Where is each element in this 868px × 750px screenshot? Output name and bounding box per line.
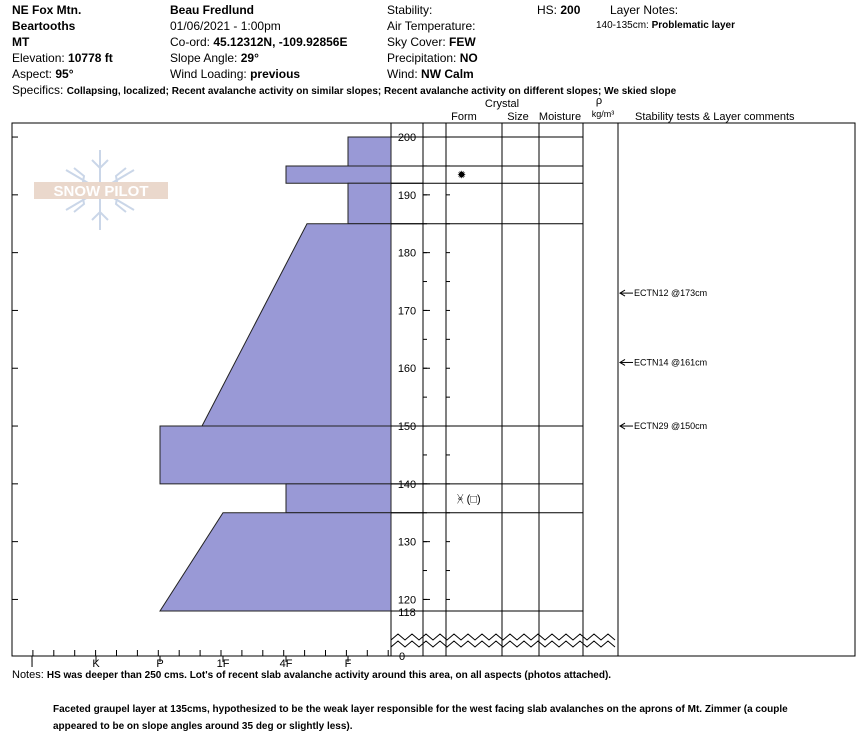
table-frame [391,123,855,656]
hardness-bars [160,137,391,611]
stability-test-label-1: ECTN14 @161cm [634,357,708,368]
hardness-bar-4 [160,426,391,484]
wind-value: NW Calm [421,67,474,81]
crystal-forms [457,170,481,506]
notes-para2-line2: appeared to be on slope angles around 35 deg or slightly less). [53,721,353,732]
state: MT [12,35,30,49]
header-comments: Stability tests & Layer comments [635,111,795,123]
hardness-label-I: I [30,658,34,670]
wind-loading-label: Wind Loading: [170,67,247,81]
crystal-form-symbol-0: ✹ [457,169,467,182]
specifics-text: Collapsing, localized; Recent avalanche activity on similar slopes; Recent avalanche activity on different slopes; We skied slope [66,86,677,97]
layer-note-range: 140-135cm: [596,20,649,31]
wind-label: Wind: [387,67,418,81]
wind-loading-value: previous [250,67,301,81]
aspect-label: Aspect: [12,67,53,81]
elevation-value: 10778 ft [68,51,113,65]
stability-label: Stability: [387,3,433,17]
depth-label-140: 140 [397,478,417,491]
ground-depth-label: 118 [398,607,416,619]
hardness-bar-5 [286,484,391,513]
hardness-label-P: P [156,658,164,670]
stability-test-label-0: ECTN12 @173cm [634,288,708,299]
layer-boundary-lines [391,137,583,611]
hardness-bar-6 [160,513,391,611]
depth-label-130: 130 [397,536,417,549]
scale-break-lower [391,641,615,647]
notes-para2-line1: Faceted graupel layer at 135cms, hypothesized to be the weak layer responsible for the west facing slab avalanches on the aprons of Mt. Zimmer (a couple [53,704,788,715]
header-moisture: Moisture [538,111,582,123]
header-density-unit: kg/m³ [591,109,615,119]
air-temp-label: Air Temperature: [387,19,476,33]
precip-value: NO [459,51,478,65]
observer-name: Beau Fredlund [170,3,255,17]
header-crystal: Crystal [484,98,520,110]
depth-zero-label: 0 [398,651,406,663]
elevation-label: Elevation: [12,51,65,65]
hardness-label-1F: 1F [216,658,230,670]
stability-test-label-2: ECTN29 @150cm [634,421,708,432]
hardness-axis [12,650,388,670]
layer-notes-title: Layer Notes: [610,3,679,17]
mountain-range: Beartooths [12,19,76,33]
aspect-value: 95° [55,67,74,81]
layer-note-text: Problematic layer [651,20,735,31]
hardness-bar-0 [348,137,391,166]
header-rho: ρ [595,95,603,107]
coord-value: 45.12312N, -109.92856E [213,35,348,49]
observation-datetime: 01/06/2021 - 1:00pm [170,19,281,33]
depth-label-120: 120 [397,594,417,607]
notes-row [12,669,611,681]
specifics-label: Specifics: [12,83,64,97]
header-size: Size [507,111,529,123]
notes-line1: HS was deeper than 250 cms. Lot's of recent slab avalanche activity around this area, on all aspects (photos attached). [46,670,612,681]
crystal-form-symbol-1: ᚸ (□) [457,493,481,506]
stability-tests [620,288,707,431]
hardness-label-K: K [92,658,100,670]
depth-label-200: 200 [397,132,417,145]
depth-label-180: 180 [397,247,417,260]
logo-text: SNOW PILOT [53,183,149,200]
scale-break-upper [391,634,615,640]
slope-label: Slope Angle: [170,51,238,65]
hardness-bar-2 [348,183,391,223]
depth-label-160: 160 [397,363,417,376]
coord-label: Co-ord: [170,35,211,49]
slope-value: 29° [240,51,259,65]
snowpilot-logo [34,150,168,230]
hs-value: 200 [560,3,581,17]
hardness-bar-1 [286,166,391,183]
hs-label: HS: [537,3,558,17]
location-name: NE Fox Mtn. [12,3,82,17]
sky-cover-value: FEW [449,35,476,49]
sky-cover-label: Sky Cover: [387,35,446,49]
hardness-label-4F: 4F [279,658,293,670]
hardness-bar-3 [202,224,391,426]
header-form: Form [451,111,477,123]
depth-label-150: 150 [397,421,417,434]
precip-label: Precipitation: [387,51,457,65]
hardness-label-F: F [344,658,352,670]
depth-label-190: 190 [397,189,417,202]
depth-label-170: 170 [397,305,417,318]
notes-label: Notes: [12,669,44,681]
